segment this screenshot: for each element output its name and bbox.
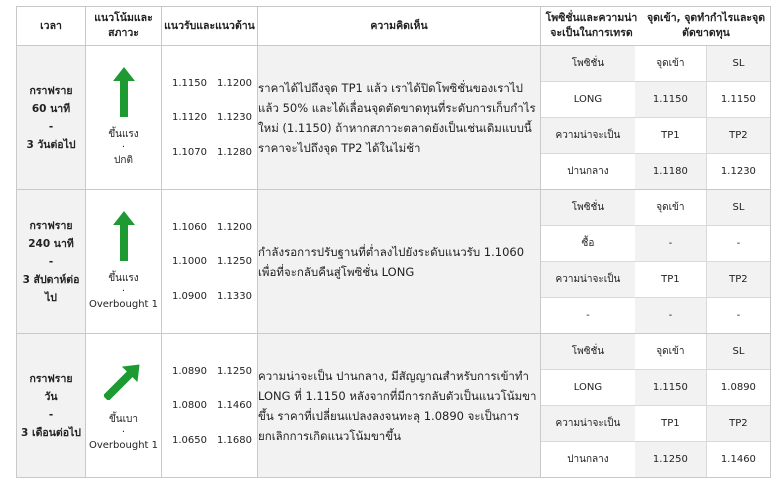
sr-level-row <box>172 400 257 411</box>
probability-label: ความน่าจะเป็น <box>541 118 635 154</box>
header-position <box>541 7 771 46</box>
trend-separator: · <box>121 141 126 153</box>
forecast-table <box>16 6 771 478</box>
entry-value: 1.1150 <box>635 82 706 118</box>
sr-level-row <box>172 291 257 302</box>
header-comment: ความคิดเห็น <box>258 7 541 46</box>
support-value: 1.1000 <box>172 256 207 267</box>
market-state: Overbought 1 <box>88 439 158 451</box>
tp1-label: TP1 <box>635 118 706 154</box>
timeframe-cell <box>17 334 86 478</box>
timeframe-dash: - <box>48 255 54 268</box>
timeframe-period: วัน <box>44 390 58 403</box>
timeframe-dash: - <box>48 408 54 421</box>
support-value: 1.0800 <box>172 400 207 411</box>
sl-label: SL <box>706 334 770 370</box>
resistance-value: 1.1200 <box>217 77 252 89</box>
position-label: โพซิชั่น <box>541 46 635 82</box>
trend-separator: · <box>121 285 126 297</box>
support-value: 1.1120 <box>172 112 207 123</box>
tp1-value: - <box>635 298 706 334</box>
support-value: 1.0650 <box>172 434 207 446</box>
timeframe-label: กราฟราย <box>29 219 73 232</box>
resistance-value: 1.1280 <box>217 146 252 158</box>
sl-value: 1.0890 <box>706 370 770 406</box>
up-arrow-icon <box>113 211 135 261</box>
position-cell <box>541 46 771 190</box>
tp2-label: TP2 <box>706 118 770 154</box>
trend-separator: · <box>121 426 126 438</box>
support-value: 1.1150 <box>172 77 207 89</box>
header-time: เวลา <box>17 7 86 46</box>
timeframe-label: กราฟราย <box>29 372 73 385</box>
probability-value: ปานกลาง <box>541 154 635 190</box>
market-state: ปกติ <box>114 154 133 166</box>
sr-level-row <box>172 78 257 89</box>
position-side: LONG <box>541 370 635 406</box>
tp2-value: 1.1460 <box>706 442 770 478</box>
sl-value: 1.1150 <box>706 82 770 118</box>
header-entry-tp-sl: จุดเข้า, จุดทำกำไรและจุดตัดขาดทุน <box>646 12 766 39</box>
trend-cell <box>86 190 162 334</box>
probability-value: ปานกลาง <box>541 442 635 478</box>
header-support-resistance: แนวรับและแนวต้าน <box>162 7 258 46</box>
position-cell <box>541 334 771 478</box>
support-value: 1.0900 <box>172 290 207 302</box>
timeframe-period: 240 นาที <box>28 237 74 250</box>
sr-level-row <box>172 256 257 267</box>
position-cell <box>541 190 771 334</box>
timeframe-period: 60 นาที <box>31 102 71 115</box>
sl-label: SL <box>706 190 770 226</box>
sl-label: SL <box>706 46 770 82</box>
up-arrow-icon <box>113 67 135 117</box>
trend-strength: ขึ้นแรง <box>108 272 139 284</box>
resistance-value: 1.1230 <box>217 112 252 123</box>
timeframe-cell <box>17 190 86 334</box>
header-trend: แนวโน้มและสภาวะ <box>86 7 162 46</box>
support-value: 1.1070 <box>172 146 207 158</box>
support-resistance-cell <box>162 190 258 334</box>
header-position-probability: โพซิชั่นและความน่าจะเป็นในการเทรด <box>545 12 638 39</box>
timeframe-horizon: 3 วันต่อไป <box>26 138 76 151</box>
comment-cell: กำลังรอการปรับฐานที่ต่ำลงไปยังระดับแนวรับ 1.1060 เพื่อที่จะกลับคืนสู่โพซิชั่น LONG <box>258 190 541 334</box>
sl-value: - <box>706 226 770 262</box>
probability-label: ความน่าจะเป็น <box>541 406 635 442</box>
position-label: โพซิชั่น <box>541 190 635 226</box>
trend-strength: ขึ้นเบา <box>108 413 139 425</box>
resistance-value: 1.1200 <box>217 221 252 233</box>
position-side: ซื้อ <box>541 226 635 262</box>
tp1-value: 1.1180 <box>635 154 706 190</box>
tp2-value: - <box>706 298 770 334</box>
tp1-label: TP1 <box>635 262 706 298</box>
comment-cell: ราคาได้ไปถึงจุด TP1 แล้ว เราได้ปิดโพซิชั่นของเราไปแล้ว 50% และได้เลื่อนจุดตัดขาดทุนที่ระดับการเก็บกำไรใหม่ (1.1150) ถ้าหากสภาวะตลาดยังเป็นเช่นเดิมแบบนี้ ราคาจะไปถึงจุด TP2 ได้ในไม่ช้า <box>258 46 541 190</box>
tp1-value: 1.1250 <box>635 442 706 478</box>
sr-level-row <box>172 366 257 377</box>
entry-value: 1.1150 <box>635 370 706 406</box>
timeframe-horizon: 3 เดือนต่อไป <box>21 426 81 439</box>
probability-label: ความน่าจะเป็น <box>541 262 635 298</box>
trend-cell <box>86 46 162 190</box>
resistance-value: 1.1680 <box>217 434 252 446</box>
tp2-label: TP2 <box>706 262 770 298</box>
support-value: 1.0890 <box>172 365 207 377</box>
timeframe-cell <box>17 46 86 190</box>
entry-label: จุดเข้า <box>635 190 706 226</box>
position-side: LONG <box>541 82 635 118</box>
resistance-value: 1.1250 <box>217 365 252 377</box>
sr-level-row <box>172 435 257 446</box>
sr-level-row <box>172 222 257 233</box>
sr-level-row <box>172 112 257 123</box>
position-label: โพซิชั่น <box>541 334 635 370</box>
trend-strength: ขึ้นแรง <box>108 128 139 140</box>
trend-cell <box>86 334 162 478</box>
sr-level-row <box>172 147 257 158</box>
entry-label: จุดเข้า <box>635 46 706 82</box>
entry-label: จุดเข้า <box>635 334 706 370</box>
table-row <box>17 46 771 190</box>
market-state: Overbought 1 <box>88 298 158 310</box>
timeframe-horizon: 3 สัปดาห์ต่อไป <box>22 273 80 304</box>
support-resistance-cell <box>162 334 258 478</box>
resistance-value: 1.1330 <box>217 290 252 302</box>
timeframe-dash: - <box>48 120 54 133</box>
probability-value: - <box>541 298 635 334</box>
entry-value: - <box>635 226 706 262</box>
table-row <box>17 334 771 478</box>
support-value: 1.1060 <box>172 221 207 233</box>
resistance-value: 1.1250 <box>217 256 252 267</box>
table-row <box>17 190 771 334</box>
diagonal-up-arrow-icon <box>104 358 144 400</box>
tp2-label: TP2 <box>706 406 770 442</box>
support-resistance-cell <box>162 46 258 190</box>
tp2-value: 1.1230 <box>706 154 770 190</box>
comment-cell: ความน่าจะเป็น ปานกลาง, มีสัญญาณสำหรับการเข้าทำ LONG ที่ 1.1150 หลังจากที่มีการกลับตัวเป็นแนวโน้มขาขึ้น ราคาที่เปลี่ยนแปลงลงจนทะลุ 1.0890 จะเป็นการยกเลิกการเกิดแนวโน้มขาขึ้น <box>258 334 541 478</box>
resistance-value: 1.1460 <box>217 400 252 411</box>
timeframe-label: กราฟราย <box>29 84 73 97</box>
tp1-label: TP1 <box>635 406 706 442</box>
